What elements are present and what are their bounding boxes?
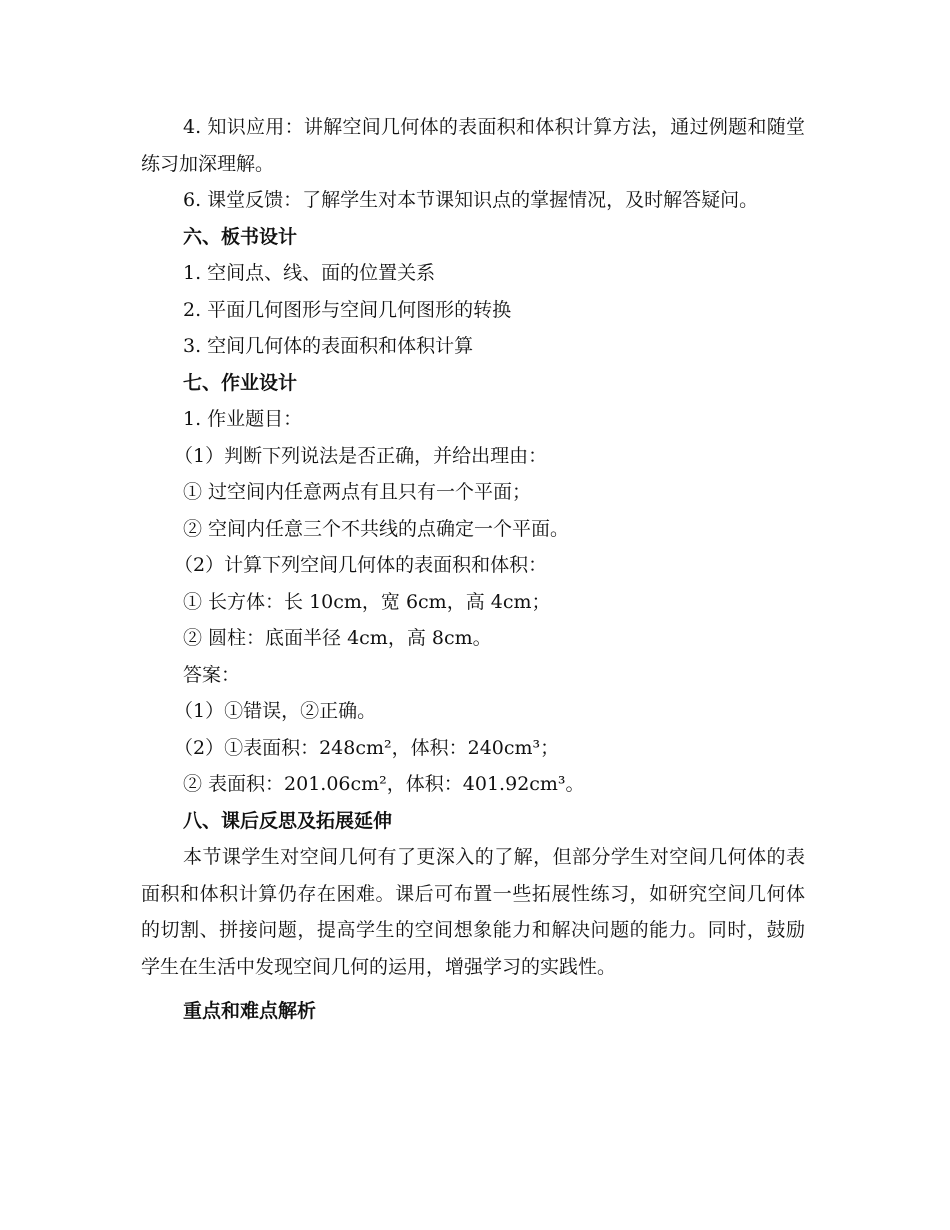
section-heading-key-points: 重点和难点解析: [183, 1000, 317, 1022]
answer-label: 答案：: [183, 663, 241, 686]
board-item-3: 3. 空间几何体的表面积和体积计算: [183, 335, 474, 357]
answer-1: （1）①错误，②正确。: [174, 700, 377, 722]
question-1: （1）判断下列说法是否正确，并给出理由：: [174, 444, 548, 467]
question-1-b: ② 空间内任意三个不共线的点确定一个平面。: [183, 517, 570, 540]
item-class-feedback: 6. 课堂反馈：了解学生对本节课知识点的掌握情况，及时解答疑问。: [183, 189, 759, 211]
answer-2: （2）①表面积：248cm²，体积：240cm³；: [174, 736, 560, 759]
reflection-paragraph: 本节课学生对空间几何有了更深入的了解，但部分学生对空间几何体的表面积和体积计算仍存在困难。课后可布置一些拓展性练习，如研究空间几何体的切割、拼接问题，提高学生的空间想象能力和解决问题的能力。同时，鼓励学生在生活中发现空间几何的运用，增强学习的实践性。: [141, 846, 805, 978]
section-heading-reflection: 八、课后反思及拓展延伸: [183, 809, 393, 832]
document-body: [141, 109, 805, 1030]
question-2-a: ① 长方体：长 10cm，宽 6cm，高 4cm；: [183, 590, 551, 613]
board-item-2: 2. 平面几何图形与空间几何图形的转换: [183, 298, 512, 321]
question-2-b: ② 圆柱：底面半径 4cm，高 8cm。: [183, 627, 492, 649]
section-heading-board-design: 六、板书设计: [183, 225, 298, 248]
item-knowledge-application: 4. 知识应用：讲解空间几何体的表面积和体积计算方法，通过例题和随堂练习加深理解。: [141, 116, 805, 175]
homework-title: 1. 作业题目：: [183, 408, 303, 430]
question-2: （2）计算下列空间几何体的表面积和体积：: [174, 554, 548, 576]
answer-3: ② 表面积：201.06cm²，体积：401.92cm³。: [183, 773, 585, 795]
section-heading-homework-design: 七、作业设计: [183, 371, 298, 394]
question-1-a: ① 过空间内任意两点有且只有一个平面；: [183, 481, 532, 503]
board-item-1: 1. 空间点、线、面的位置关系: [183, 262, 436, 284]
